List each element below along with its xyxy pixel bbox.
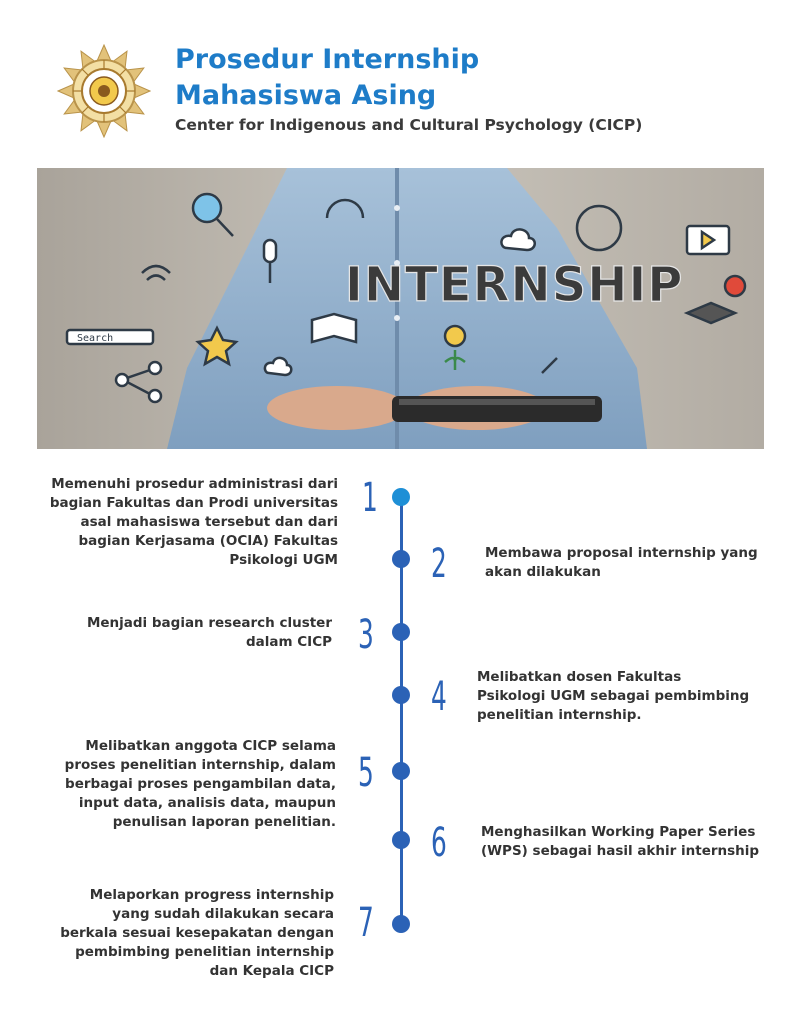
timeline-dot-4 [392,686,410,704]
step-text-line: Menghasilkan Working Paper Series [481,824,756,840]
step-text-4 [477,668,782,725]
title-line-1: Prosedur Internship [175,44,480,75]
step-number-7: 7 [358,900,374,946]
timeline-dot-7 [392,915,410,933]
step-text-line: bagian Fakultas dan Prodi universitas [49,495,338,511]
step-text-line: dalam CICP [245,634,332,650]
step-number-6: 6 [431,820,447,866]
step-text-line: Menjadi bagian research cluster [86,615,332,631]
title-line-2: Mahasiswa Asing [175,80,437,111]
step-text-line: Psikologi UGM [229,552,338,568]
banner-text: INTERNSHIP [345,257,684,313]
step-text-line: dan Kepala CICP [209,963,334,979]
step-text-line: input data, analisis data, maupun [78,795,336,811]
page-title [175,42,479,114]
step-text-line: berkala sesuai kesepakatan dengan [60,925,334,941]
step-text-line: proses penelitian internship, dalam [64,757,336,773]
step-text-6 [481,823,786,861]
step-text-2 [485,544,785,582]
step-number-5: 5 [358,750,374,796]
step-text-5 [30,737,336,832]
timeline-dot-1 [392,488,410,506]
page-subtitle: Center for Indigenous and Cultural Psychology (CICP) [175,116,643,134]
step-text-line: Melaporkan progress internship [89,887,334,903]
step-text-line: Psikologi UGM sebagai pembimbing [477,688,750,704]
step-text-line: Melibatkan anggota CICP selama [85,738,336,754]
step-text-line: Membawa proposal internship yang [485,545,758,561]
step-number-2: 2 [431,541,447,587]
step-number-3: 3 [358,612,374,658]
step-text-line: yang sudah dilakukan secara [112,906,334,922]
timeline-dot-5 [392,762,410,780]
timeline-dot-6 [392,831,410,849]
step-text-line: Memenuhi prosedur administrasi dari [51,476,338,492]
internship-hero-image [37,168,764,449]
step-text-line: asal mahasiswa tersebut dan dari [80,514,338,530]
university-seal-logo [57,44,151,138]
timeline-dot-2 [392,550,410,568]
step-text-line: akan dilakukan [485,564,601,580]
step-text-3 [30,614,332,652]
step-text-line: berbagai proses pengambilan data, [65,776,336,792]
step-text-line: bagian Kerjasama (OCIA) Fakultas [78,533,338,549]
timeline-dot-3 [392,623,410,641]
step-text-line: penelitian internship. [477,707,642,723]
search-doodle-label: Search [77,333,114,344]
step-text-1 [38,475,338,570]
step-number-4: 4 [431,674,447,720]
step-text-line: pembimbing penelitian internship [75,944,334,960]
step-text-line: penulisan laporan penelitian. [112,814,336,830]
step-text-line: Melibatkan dosen Fakultas [477,669,682,685]
step-text-7 [30,886,334,981]
step-text-line: (WPS) sebagai hasil akhir internship [481,843,760,859]
step-number-1: 1 [362,475,378,521]
